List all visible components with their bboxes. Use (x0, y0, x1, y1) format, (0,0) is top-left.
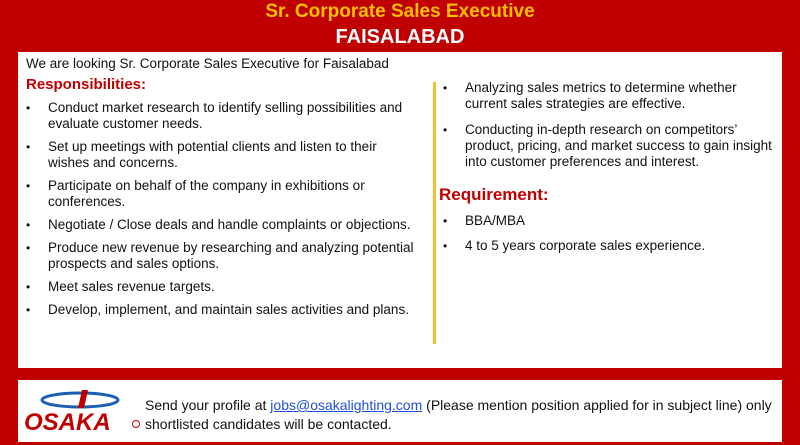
requirement-list (443, 213, 778, 263)
bullet-icon: • (26, 280, 31, 294)
responsibilities-list (26, 100, 416, 325)
footer-panel (18, 380, 782, 442)
list-item: • Develop, implement, and maintain sales activities and plans. (26, 302, 409, 317)
intro-text: We are looking Sr. Corporate Sales Executive for Faisalabad (26, 56, 389, 71)
list-item: • Meet sales revenue targets. (26, 279, 215, 294)
bullet-icon: • (26, 140, 31, 154)
list-item: • Produce new revenue by researching and analyzing potential prospects and sales options. (26, 240, 414, 271)
list-item: • Conducting in-depth research on competitors’ product, pricing, and market success to gain insight into customer preferences and interest. (443, 122, 772, 169)
osaka-logo (22, 386, 142, 436)
job-location: FAISALABAD (335, 26, 465, 48)
bullet-icon: • (443, 81, 448, 95)
osaka-logo-graphic (22, 386, 142, 436)
email-link[interactable]: jobs@osakalighting.com (270, 397, 423, 413)
column-divider (433, 82, 436, 344)
bullet-icon: • (26, 101, 31, 115)
list-item: • Analyzing sales metrics to determine whether current sales strategies are effective. (443, 80, 737, 111)
bullet-icon: • (26, 303, 31, 317)
list-item: • Negotiate / Close deals and handle complaints or objections. (26, 217, 411, 232)
job-details-panel (18, 52, 782, 368)
header-banner (0, 0, 800, 50)
application-instructions: Send your profile at jobs@osakalighting.com (Please mention position applied for in subject line) only shortlisted candidates will be contacted. (145, 397, 772, 432)
logo-wordmark: OSAKA (24, 409, 111, 436)
registered-icon (133, 421, 140, 428)
responsibilities-heading: Responsibilities: (26, 76, 147, 93)
responsibilities-list-continued (443, 80, 778, 180)
bullet-icon: • (443, 214, 448, 228)
bullet-icon: • (26, 218, 31, 232)
bullet-icon: • (26, 241, 31, 255)
job-title: Sr. Corporate Sales Executive (265, 1, 535, 22)
list-item: • Conduct market research to identify selling possibilities and evaluate customer needs. (26, 100, 403, 131)
list-item: • Participate on behalf of the company in exhibitions or conferences. (26, 178, 365, 209)
list-item: • 4 to 5 years corporate sales experience. (443, 238, 706, 253)
bullet-icon: • (26, 179, 31, 193)
bullet-icon: • (443, 239, 448, 253)
list-item: • BBA/MBA (443, 213, 526, 228)
list-item: • Set up meetings with potential clients and listen to their wishes and concerns. (26, 139, 377, 170)
requirement-heading: Requirement: (439, 185, 549, 204)
bullet-icon: • (443, 123, 448, 137)
